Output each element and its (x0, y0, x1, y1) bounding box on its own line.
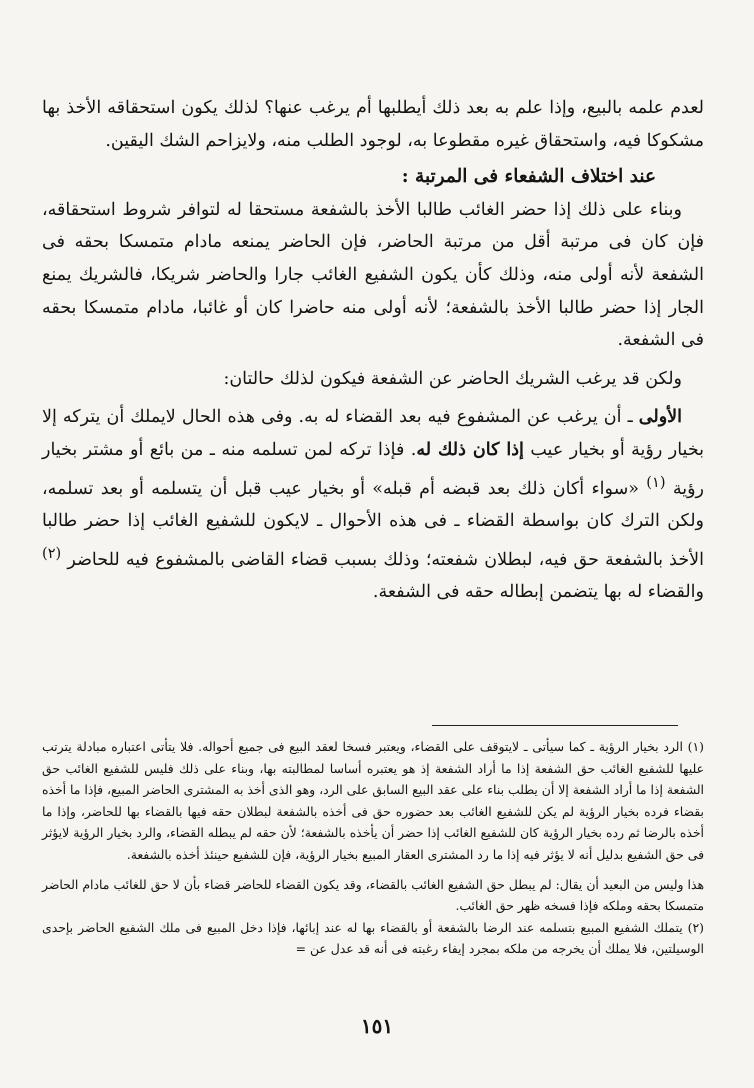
paragraph-2: وبناء على ذلك إذا حضر الغائب طالبا الأخذ بالشفعة مستحقا له لتوافر شروط استحقاقه، فإن كان فى مرتبة أقل من مرتبة الحاضر، فإن الحاضر يمنعه مادام متمسكا بحقه فى الشفعة لأنه أولى منه، وذلك كأن يكون الشفيع الغائب جارا والحاضر شريكا، فالشريك يمنع الجار إذا حضر طالبا الأخذ بالشفعة؛ لأنه أولى منه حاضرا كان أو غائبا، مادام متمسكا بحقه فى الشفعة. (42, 199, 704, 351)
footnote-separator (432, 725, 678, 726)
footnotes (42, 736, 704, 960)
paragraph-4-text-c: «سواء أكان ذلك بعد قبضه أم قبله» أو بخيار عيب قبل أن يتسلمه أو بعد تسلمه، ولكن الترك كان بواسطة القضاء ـ فى هذه الأحوال ـ لايكون للشفيع الغائب إذا حضر طالبا الأخذ بالشفعة حق فيه، لبطلان شفعته؛ وذلك بسبب قضاء القاضى بالمشفوع فيه للحاضر (42, 478, 704, 570)
footnote-2: (٢) يتملك الشفيع المبيع بتسلمه عند الرضا بالشفعة أو بالقضاء بها له عند إبائها، فإذا دخل المبيع فى ملك الشفيع الحاضر بإحدى الوسيلتين، فلا يملك أن يخرجه من ملكه بمجرد إيفاء رغبته فى أنه قد عدل عن = (42, 919, 704, 957)
footnote-1-continued: هذا وليس من البعيد أن يقال: لم يبطل حق الشفيع الغائب بالقضاء، وقد يكون القضاء للحاضر قضاء بأن لا حق للغائب مادام الحاضر متمسكا بحقه وملكه فإذا فسخه ظهر حق الغائب. (42, 876, 704, 914)
paragraph-4-text-d: والقضاء له بها يتضمن إبطاله حقه فى الشفعة. (372, 581, 704, 602)
intro-paragraph: لعدم علمه بالبيع، وإذا علم به بعد ذلك أيطلبها أم يرغب عنها؟ لذلك يكون استحقاقه الأخذ بها مشكوكا فيه، واستحقاق غيره مقطوعا به، لوجود الطلب منه، ولايزاحم الشك اليقين. (42, 98, 704, 151)
paragraph-3: ولكن قد يرغب الشريك الحاضر عن الشفعة فيكون لذلك حالتان: (223, 368, 682, 389)
paragraph-4-text-a: ـ أن يرغب عن المشفوع فيه بعد القضاء له به. وفى هذه الحال لايملك أن يتركه إلا بخيار رؤية أو بخيار عيب (42, 407, 704, 460)
page-number: ١٥١ (360, 1014, 394, 1038)
main-text (42, 92, 704, 609)
paragraph-4-bold: إذا كان ذلك له (416, 439, 524, 460)
section-heading: عند اختلاف الشفعاء فى المرتبة : (401, 166, 656, 188)
footnote-marker-2: (٢) (42, 544, 62, 562)
footnote-marker-1: (١) (646, 473, 666, 491)
paragraph-4-lead: الأولى (638, 407, 682, 428)
paragraph-4 (42, 401, 704, 608)
footnote-1: (١) الرد بخيار الرؤية ـ كما سيأتى ـ لايتوقف على القضاء، ويعتبر فسخا لعقد البيع فى جميع أحواله. فلا يتأتى اعتباره مبادلة يترتب عليها للشفيع الغائب حق الشفعة إذا ما أراد الشفعة إذ هو يعتبره أساسا لمطالبته بها، وبناء على ذلك فليس للشفيع الغائب حق الشفعة إذا ما أراد الشفعة إلا أن يطلب بناء على عقد البيع السابق على الرد، وهو الذى أخذ به المشترى الحاضر المبيع، فإذا ما أخذه بقضاء فرده بخيار الرؤية لم يكن للشفيع الغائب بعد حضوره حق فى أخذه بالشفعة لبطلان حقه فيها بالقضاء بها للحاضر، وإذا ما أخذه بالرضا ثم رده بخيار الرؤية كان للشفيع الغائب إذا حضر أن يأخذه بالشفعة؛ لأن حقه لم يبطله القضاء، والرد بخيار الرؤية لايؤثر فى حق الشفيع بدليل أنه لا يؤثر فيه إذا ما رد المشترى العقار المبيع بخيار الرؤية، فإن للشفيع حينئذ أخذه بالشفعة. (42, 739, 704, 862)
paragraph-4-text-b: . فإذا تركه لمن تسلمه منه ـ من بائع أو مشتر بخيار رؤية (42, 439, 704, 499)
